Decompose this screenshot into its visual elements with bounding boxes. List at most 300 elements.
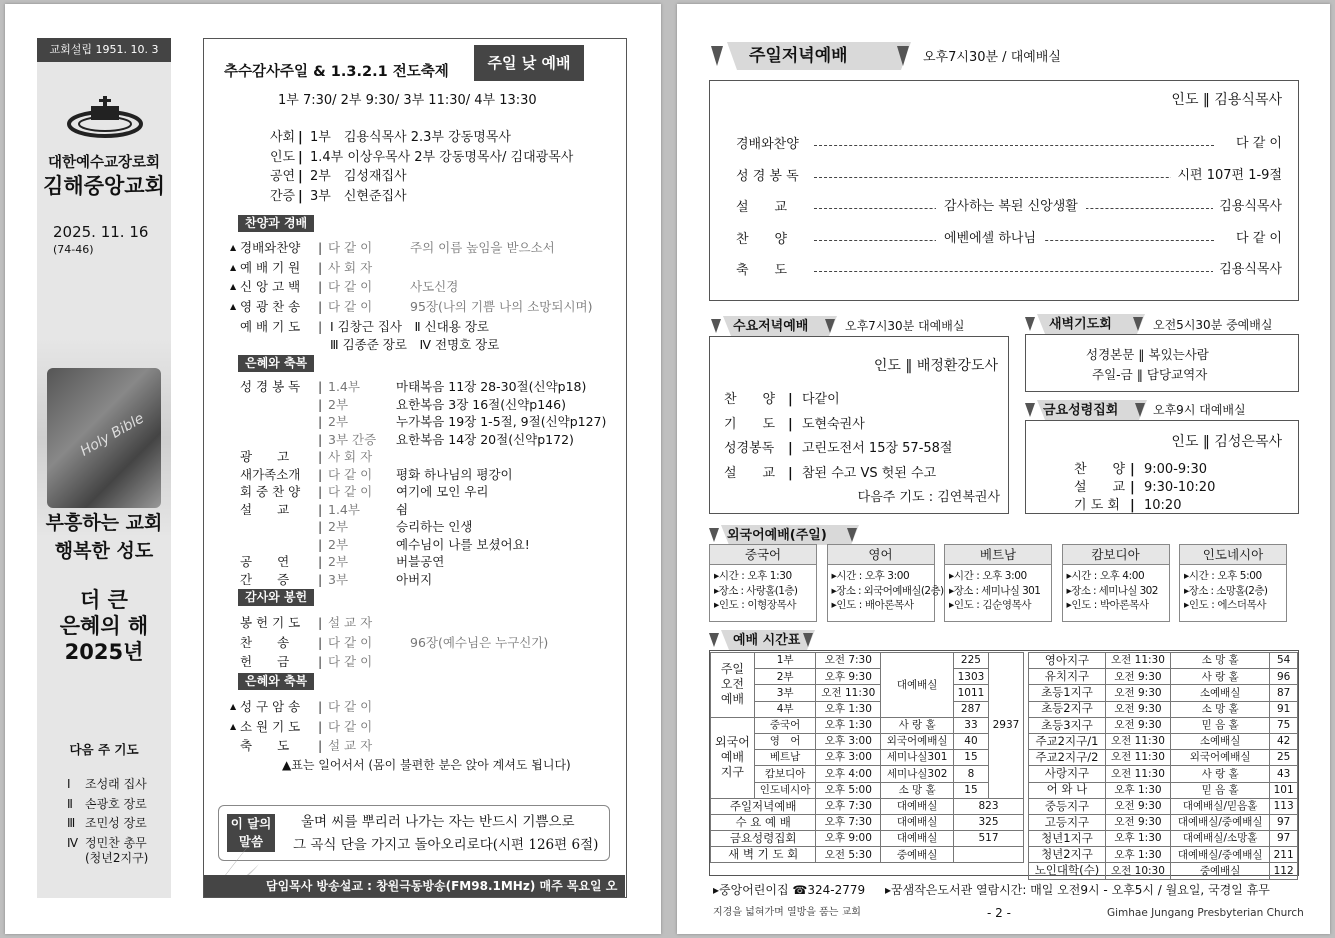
schedule-cell: 2부 <box>754 669 815 685</box>
schedule-row <box>711 685 1024 701</box>
item-label: 광 고 <box>240 449 290 464</box>
item-who: 다 같 이 <box>328 718 373 734</box>
schedule-cell: 오후 1:30 <box>1105 831 1170 847</box>
item-content: 예수님이 나를 보셨어요! <box>396 536 530 552</box>
foreign-lead: ▸인도 : 이형장목사 <box>714 599 797 611</box>
section-grace: 은혜와 축복 <box>238 355 314 372</box>
item-who: 2부 <box>328 396 349 412</box>
schedule-cell: 오전 7:30 <box>816 653 881 669</box>
foreign-time: ▸시간 : 오후 4:00 <box>1066 570 1145 582</box>
wednesday-row-label: 기 도 <box>724 416 776 432</box>
schedule-table-right <box>1028 652 1298 880</box>
schedule-cell: 42 <box>1270 733 1298 749</box>
schedule-cell: 54 <box>1270 653 1298 669</box>
friday-row-label: 설 교 <box>1074 480 1126 495</box>
item-content: 요한복음 14장 20절(신약p172) <box>396 431 574 447</box>
wednesday-row-sep: | <box>788 441 793 456</box>
schedule-cell: 112 <box>1270 863 1298 879</box>
schedule-cell: 청년1지구 <box>1029 831 1106 847</box>
evening-order-box <box>709 80 1299 301</box>
evening-row-label: 성 경 봉 독 <box>736 168 799 184</box>
schedule-row <box>1029 847 1298 863</box>
wednesday-row-value: 참된 수고 VS 헛된 수고 <box>802 465 937 481</box>
schedule-hall: 대예배실 <box>881 653 954 718</box>
schedule-cell: 오전 11:30 <box>816 685 881 701</box>
schedule-cell: 오전 9:30 <box>1105 701 1170 717</box>
wednesday-next: 다음주 기도 : 김연복권사 <box>857 490 1000 505</box>
item-who: 2부 <box>328 414 349 429</box>
item-label: 회 중 찬 양 <box>240 484 301 499</box>
item-label: 간 증 <box>240 571 290 587</box>
friday-row-sep: | <box>1130 462 1135 477</box>
friday-leader: 인도 ‖ 김성은목사 <box>1171 434 1282 450</box>
schedule-cell: 87 <box>1270 685 1298 701</box>
bulletin-page-right <box>677 4 1330 934</box>
foreign-details <box>828 565 944 617</box>
schedule-row <box>1029 733 1298 749</box>
schedule-cell: 211 <box>1270 847 1298 863</box>
foreign-lang: 인도네시아 <box>1180 545 1286 565</box>
schedule-cell: 오전 9:30 <box>1105 717 1170 733</box>
page-number: - 2 - <box>987 906 1011 920</box>
evening-row-value: 다 같 이 <box>1230 232 1282 245</box>
item-sep: | <box>318 466 323 482</box>
schedule-cell: 91 <box>1270 701 1298 717</box>
schedule-cell: 믿 음 홀 <box>1171 782 1270 798</box>
schedule-cell: 사 랑 홀 <box>1171 669 1270 685</box>
foreign-place: ▸장소 : 세미나실 301 <box>949 584 1041 597</box>
item-content: 아버지 <box>396 571 433 587</box>
schedule-group: 외국어 예배 지구 <box>711 717 755 798</box>
item-sep: | <box>318 484 323 499</box>
verse-line-1: 울며 씨를 뿌리러 나가는 자는 반드시 기쁨으로 <box>301 814 575 830</box>
evening-header <box>711 42 911 70</box>
morning-service-order: 추수감사주일 & 1.3.2.1 전도축제 주일 낮 예배 1부 7:30/ 2부 9:30/ 3부 11:30/ 4부 13:30 사회 | 1부 김용식목사 2.3부 강동명목사 인도 | 1.4부 이상우목사 2부 강동명목사/ 김대광목사 공연 | 2부 김성재집사 간증 | 3부 신현준집사 찬양과 경배 ▲ 경배와찬양 | 다 같 이 주의 이름 높임을 받으소서 ▲ 예 배 기 원 | 사 회 자 ▲ 신 앙 고 백 | 다 같 이 사도신경 ▲ 영 광 찬 송 | 다 같 이 95장(나의 기쁨 나의 소망되시며) 예 배 기 도 | Ⅰ 김창근 집사 Ⅱ 신대용 장로 Ⅲ 김종준 장로 Ⅳ 전명호 장로 은혜와 축복 성 경 봉 독 | 1.4부 마태복음 11장 28-30절(신약p18) | 2부 요한복음 3장 16절(신약p146) | 2부 누가복음 19장 1-5절, 9절(신약p127) | 3부 간증 요한복음 14장 20절(신약p172) 광 고 | 사 회 자 새가족소개 | 다 같 이 평화 하나님의 평강이 회 중 찬 양 | 다 같 이 여기에 모인 우리 설 교 | 1.4부 쉼 | 2부 승리하는 인생 | 2부 예수님이 나를 보셨어요! 공 연 | 2부 버블공연 간 증 | 3부 아버지 감사와 봉헌 봉 헌 기 도 | 설 교 자 찬 송 | 다 같 이 96장(예수님은 누구신가) 헌 금 | 다 같 이 은혜와 축복 ▲ 성 구 암 송 | 다 같 이 ▲ 소 원 기 도 | 다 같 이 축 도 | 설 교 자 ▲표는 일어서서 (몸이 불편한 분은 앉아 계셔도 됩니다) 이 달의 말씀 울며 씨를 뿌리러 나가는 자는 반드시 기쁨으로 그 곡식 단을 가지고 돌아오리로다(시편 126편 6절) 담임목사 방송설교 : 창원극동방송(FM98.1MHz) 매주 목요일 오후 7:00 <box>203 38 627 898</box>
next-prayer-name: 조민성 장로 <box>85 816 147 830</box>
item-label: 새가족소개 <box>240 466 301 482</box>
item-label: 설 교 <box>240 501 290 517</box>
schedule-total: 2937 <box>988 653 1023 799</box>
schedule-cell: 15 <box>953 750 988 766</box>
foreign-place: ▸장소 : 세미나실 302 <box>1066 584 1158 597</box>
worship-prayer-2: Ⅲ 김종준 장로 Ⅳ 전명호 장로 <box>330 337 500 352</box>
schedule-group: 주일 오전 예배 <box>711 653 755 718</box>
item-label: 소 원 기 도 <box>240 718 301 734</box>
item-content: 누가복음 19장 1-5절, 9절(신약p127) <box>396 414 607 429</box>
foreign-lang: 영어 <box>828 545 934 565</box>
slogan-line1: 부흥하는 교회 <box>45 512 163 534</box>
item-who: 3부 간증 <box>328 431 377 447</box>
evening-row-content: 감사하는 복된 신앙생활 <box>936 200 1086 213</box>
dawn-text: 성경본문 ‖ 복있는사람 <box>1086 347 1209 362</box>
item-content: 버블공연 <box>396 554 445 569</box>
schedule-cell: 영아지구 <box>1029 653 1106 669</box>
service-tag: 주일 낮 예배 <box>474 45 584 81</box>
schedule-cell: 오전 9:30 <box>1105 798 1170 814</box>
schedule-cell: 대예배실/소망홀 <box>1171 831 1270 847</box>
church-logo-icon <box>65 92 145 142</box>
item-sep: | <box>318 396 323 412</box>
item-sep: | <box>318 414 323 429</box>
year-theme-1: 더 큰 <box>80 588 128 612</box>
schedule-row <box>1029 798 1298 814</box>
foreign-place: ▸장소 : 외국어예배실(2층) <box>831 584 944 597</box>
foreign-lang: 중국어 <box>710 545 816 565</box>
friday-title: 금요성령집회 <box>1043 403 1119 418</box>
section-praise: 찬양과 경배 <box>238 215 314 232</box>
schedule-cell: 대예배실/믿음홀 <box>1171 798 1270 814</box>
evening-row-content: 에벤에셀 하나님 <box>936 232 1044 245</box>
foreign-place: ▸장소 : 사랑홀(1층) <box>714 584 798 597</box>
verse-label-2: 말씀 <box>238 834 264 849</box>
schedule-cell: 유치지구 <box>1029 669 1106 685</box>
next-prayer-title: 다음 주 기도 <box>69 742 139 757</box>
schedule-cell: 소 망 홀 <box>1171 653 1270 669</box>
schedule-cell: 1011 <box>953 685 988 701</box>
item-sep: | <box>318 699 323 714</box>
schedule-cell: 주교2지구/1 <box>1029 733 1106 749</box>
stand-mark-icon: ▲ <box>230 301 237 311</box>
section-thanks: 감사와 봉헌 <box>238 589 314 606</box>
schedule-cell: 오후 4:00 <box>816 766 881 782</box>
schedule-row <box>1029 669 1298 685</box>
wednesday-box <box>709 336 1009 514</box>
monthly-verse-box <box>218 805 610 861</box>
broadcast-footer: 담임목사 방송설교 : 창원극동방송(FM98.1MHz) 매주 목요일 오후 7:00 <box>204 875 625 897</box>
friday-row-value: 9:30-10:20 <box>1144 480 1216 495</box>
schedule-cell: 97 <box>1270 814 1298 830</box>
church-name: 김해중앙교회 <box>43 174 165 198</box>
item-sep: | <box>318 634 323 650</box>
schedule-row <box>1029 653 1298 669</box>
stand-mark-icon: ▲ <box>230 262 237 272</box>
item-sep: | <box>318 536 323 552</box>
schedule-cell: 소예배실 <box>1171 685 1270 701</box>
item-who: 다 같 이 <box>328 279 373 294</box>
schedule-cell: 823 <box>953 798 1023 814</box>
friday-row-value: 10:20 <box>1144 498 1182 513</box>
schedule-row <box>1029 766 1298 782</box>
foreign-details <box>945 565 1051 617</box>
schedule-cell: 캄보디아 <box>754 766 815 782</box>
schedule-row <box>711 766 1024 782</box>
role-label: 공연 <box>270 169 296 184</box>
foreign-lead: ▸인도 : 배아론목사 <box>831 599 914 611</box>
year-theme-3: 2025년 <box>64 640 144 664</box>
next-prayer-num: Ⅳ <box>67 835 79 850</box>
schedule-cell: 225 <box>953 653 988 669</box>
schedule-cell: 인도네시아 <box>754 782 815 798</box>
schedule-row <box>711 750 1024 766</box>
schedule-cell: 대예배실 <box>881 814 954 830</box>
item-label: 신 앙 고 백 <box>240 279 301 294</box>
foreign-time: ▸시간 : 오후 3:00 <box>831 570 910 582</box>
item-content: 승리하는 인생 <box>396 519 473 534</box>
role-sep: | <box>298 130 303 145</box>
denomination: 대한예수교장로회 <box>47 155 161 171</box>
item-sep: | <box>318 554 323 569</box>
next-prayer-num: Ⅲ <box>67 816 76 830</box>
item-content: 여기에 모인 우리 <box>396 484 489 499</box>
schedule-row <box>711 782 1024 798</box>
schedule-cell: 노인대학(수) <box>1029 863 1106 879</box>
item-sep: | <box>318 279 323 294</box>
next-prayer-extra: (청년2지구) <box>85 851 149 865</box>
schedule-row <box>711 847 1024 863</box>
schedule-row <box>711 814 1024 830</box>
schedule-row <box>1029 831 1298 847</box>
schedule-cell: 주일저녁예배 <box>711 798 816 814</box>
stand-mark-icon: ▲ <box>230 702 237 711</box>
evening-row-label: 설 교 <box>736 200 788 215</box>
next-prayer-num: Ⅰ <box>67 777 71 791</box>
dawn-leader: 주일-금 ‖ 담당교역자 <box>1092 367 1208 382</box>
role-value: 1부 김용식목사 2.3부 강동명목사 <box>310 130 511 145</box>
next-prayer-name: 정민찬 총무 <box>85 835 147 850</box>
schedule-cell: 소 망 홀 <box>881 782 954 798</box>
role-value: 1.4부 이상우목사 2부 강동명목사/ 김대광목사 <box>310 149 574 165</box>
schedule-cell: 세미나실302 <box>881 766 954 782</box>
item-sep: | <box>318 718 323 734</box>
evening-row-label: 찬 양 <box>736 231 788 247</box>
item-who: 설 교 자 <box>328 615 373 630</box>
item-who: 다 같 이 <box>328 466 373 482</box>
schedule-cell: 소예배실 <box>1171 733 1270 749</box>
schedule-cell: 중등지구 <box>1029 798 1106 814</box>
item-who: 다 같 이 <box>328 654 373 669</box>
schedule-cell: 초등2지구 <box>1029 701 1106 717</box>
foreign-time: ▸시간 : 오후 5:00 <box>1184 570 1262 582</box>
role-value: 3부 신현준집사 <box>310 188 407 204</box>
schedule-cell: 믿 음 홀 <box>1171 717 1270 733</box>
schedule-cell: 33 <box>953 717 988 733</box>
item-content: 주의 이름 높임을 받으소서 <box>410 240 555 255</box>
schedule-cell: 오후 5:00 <box>816 782 881 798</box>
schedule-cell: 수 요 예 배 <box>711 814 816 830</box>
wednesday-row-label: 설 교 <box>724 465 776 481</box>
dawn-title: 새벽기도회 <box>1049 317 1112 332</box>
item-label: 성 경 봉 독 <box>240 379 301 394</box>
foreign-service-card <box>827 544 944 622</box>
wednesday-header <box>711 316 837 336</box>
bible-image: Holy Bible <box>47 368 161 508</box>
schedule-cell: 외국어예배실 <box>1171 750 1270 766</box>
foreign-details <box>1180 565 1286 617</box>
item-content: 평화 하나님의 평강이 <box>396 466 513 482</box>
worship-prayer-1: Ⅰ 김창근 집사 Ⅱ 신대용 장로 <box>330 319 489 334</box>
role-sep: | <box>298 188 303 204</box>
schedule-cell: 오후 1:30 <box>1105 847 1170 863</box>
schedule-cell: 오후 1:30 <box>816 717 881 733</box>
friday-time: 오후9시 대예배실 <box>1153 403 1246 417</box>
role-label: 간증 <box>270 188 296 204</box>
wednesday-row-label: 성경봉독 <box>724 441 775 456</box>
friday-box <box>1025 420 1299 514</box>
item-who: 다 같 이 <box>328 484 373 499</box>
schedule-cell: 중예배실 <box>881 847 954 863</box>
foreign-title: 외국어예배(주일) <box>727 528 827 543</box>
schedule-row <box>711 653 1024 669</box>
item-sep: | <box>318 519 323 534</box>
wednesday-row-value: 고린도전서 15장 57-58절 <box>802 441 953 456</box>
schedule-cell: 초등3지구 <box>1029 717 1106 733</box>
schedule-row <box>1029 814 1298 830</box>
schedule-cell: 오전 11:30 <box>1105 653 1170 669</box>
wednesday-row-label: 찬 양 <box>724 392 776 407</box>
wednesday-row-sep: | <box>788 416 793 432</box>
evening-row-value: 김용식목사 <box>1213 263 1282 276</box>
section-blessing: 은혜와 축복 <box>238 673 314 690</box>
evening-title: 주일저녁예배 <box>749 46 848 66</box>
item-label: 공 연 <box>240 554 290 569</box>
schedule-table-left <box>710 652 1024 863</box>
schedule-cell: 오후 7:30 <box>816 814 881 830</box>
schedule-cell: 40 <box>953 733 988 749</box>
schedule-cell: 세미나실301 <box>881 750 954 766</box>
item-label: 경배와찬양 <box>240 240 301 255</box>
schedule-row <box>1029 701 1298 717</box>
item-content: 95장(나의 기쁨 나의 소망되시며) <box>410 298 593 314</box>
item-label: 축 도 <box>240 738 290 753</box>
schedule-cell: 오전 11:30 <box>1105 733 1170 749</box>
service-title: 추수감사주일 & 1.3.2.1 전도축제 <box>224 64 449 80</box>
schedule-cell: 25 <box>1270 750 1298 766</box>
stand-mark-icon: ▲ <box>230 721 237 731</box>
foreign-lang: 베트남 <box>945 545 1051 565</box>
item-label: 찬 송 <box>240 634 290 650</box>
foreign-details <box>710 565 816 617</box>
role-sep: | <box>298 149 303 165</box>
wednesday-time: 오후7시30분 대예배실 <box>845 319 965 333</box>
evening-time: 오후7시30분 / 대예배실 <box>923 50 1061 65</box>
schedule-cell: 대예배실/중예배실 <box>1171 814 1270 830</box>
schedule-cell: 오후 9:00 <box>816 831 881 847</box>
schedule-cell: 베트남 <box>754 750 815 766</box>
schedule-cell: 43 <box>1270 766 1298 782</box>
schedule-cell: 새 벽 기 도 회 <box>711 847 816 863</box>
schedule-cell: 오전 11:30 <box>1105 766 1170 782</box>
friday-row-label: 찬 양 <box>1074 462 1126 477</box>
item-content: 쉼 <box>396 501 409 517</box>
schedule-cell: 대예배실 <box>881 831 954 847</box>
dotted-leader <box>814 271 1214 272</box>
schedule-cell: 청년2지구 <box>1029 847 1106 863</box>
schedule-row <box>711 831 1024 847</box>
item-who: 1.4부 <box>328 379 360 394</box>
schedule-cell: 오후 7:30 <box>816 798 881 814</box>
evening-row-label: 경배와찬양 <box>736 137 799 152</box>
friday-row-sep: | <box>1130 480 1135 495</box>
schedule-cell: 101 <box>1270 782 1298 798</box>
schedule-cell: 96 <box>1270 669 1298 685</box>
schedule-row <box>1029 782 1298 798</box>
next-prayer-num: Ⅱ <box>67 796 73 811</box>
role-value: 2부 김성재집사 <box>310 169 407 184</box>
schedule-cell: 75 <box>1270 717 1298 733</box>
stand-mark-icon: ▲ <box>230 243 237 252</box>
item-who: 다 같 이 <box>328 699 373 714</box>
item-sep: | <box>318 615 323 630</box>
item-sep: | <box>318 738 323 753</box>
evening-row-value: 김용식목사 <box>1213 200 1282 213</box>
item-label: 예 배 기 원 <box>240 259 301 275</box>
schedule-cell: 초등1지구 <box>1029 685 1106 701</box>
item-who: 2부 <box>328 519 349 534</box>
footer-motto: 지경을 넓혀가며 열방을 품는 교회 <box>713 907 861 918</box>
item-sep: | <box>318 571 323 587</box>
schedule-cell: 113 <box>1270 798 1298 814</box>
schedule-cell: 사 랑 홀 <box>1171 766 1270 782</box>
established-date: 교회설립 1951. 10. 3 <box>37 38 171 62</box>
item-who: 2부 <box>328 536 349 552</box>
dotted-leader <box>814 145 1214 146</box>
bulletin-volume: (74-46) <box>53 243 94 256</box>
item-sep: | <box>318 298 323 314</box>
item-who: 3부 <box>328 571 349 587</box>
schedule-cell: 외국어예배실 <box>881 733 954 749</box>
schedule-header <box>709 630 815 650</box>
item-who: 2부 <box>328 554 349 569</box>
stand-note: ▲표는 일어서서 (몸이 불편한 분은 앉아 계셔도 됩니다) <box>282 758 571 772</box>
schedule-cell: 오후 1:30 <box>1105 782 1170 798</box>
service-times: 1부 7:30/ 2부 9:30/ 3부 11:30/ 4부 13:30 <box>278 93 537 108</box>
wednesday-row-sep: | <box>788 465 793 481</box>
dawn-box <box>1025 334 1299 392</box>
item-sep: | <box>318 449 323 464</box>
foreign-lead: ▸인도 : 에스더목사 <box>1184 599 1267 611</box>
schedule-cell: 고등지구 <box>1029 814 1106 830</box>
foreign-lead: ▸인도 : 박아론목사 <box>1066 599 1149 611</box>
schedule-cell: 4부 <box>754 701 815 717</box>
item-sep: | <box>318 654 323 669</box>
foreign-details <box>1063 565 1169 617</box>
wednesday-row-sep: | <box>788 392 793 407</box>
schedule-row <box>1029 717 1298 733</box>
schedule-cell: 금요성령집회 <box>711 831 816 847</box>
schedule-row <box>711 798 1024 814</box>
stand-mark-icon: ▲ <box>230 282 237 291</box>
item-label: 영 광 찬 송 <box>240 298 301 314</box>
schedule-cell: 1303 <box>953 669 988 685</box>
next-prayer-name: 손광호 장로 <box>85 796 147 811</box>
schedule-cell: 325 <box>953 814 1023 830</box>
bulletin-page-left <box>5 4 661 934</box>
evening-row-value: 시편 107편 1-9절 <box>1171 169 1282 182</box>
dotted-leader <box>814 177 1214 178</box>
foreign-service-card <box>1179 544 1287 622</box>
schedule-cell: 오후 3:00 <box>816 733 881 749</box>
schedule-row <box>1029 863 1298 879</box>
dawn-header <box>1025 314 1145 334</box>
wednesday-row-value: 도현숙권사 <box>802 416 865 432</box>
item-content: 마태복음 11장 28-30절(신약p18) <box>396 379 587 394</box>
item-content: 요한복음 3장 16절(신약p146) <box>396 396 566 412</box>
schedule-cell: 3부 <box>754 685 815 701</box>
item-who: 설 교 자 <box>328 738 373 753</box>
item-sep: | <box>318 501 323 517</box>
schedule-cell: 대예배실 <box>881 798 954 814</box>
schedule-cell: 사랑지구 <box>1029 766 1106 782</box>
next-prayer-name: 조성래 집사 <box>85 777 147 791</box>
schedule-cell: 어 와 나 <box>1029 782 1106 798</box>
friday-row-sep: | <box>1130 498 1135 513</box>
wednesday-title: 수요저녁예배 <box>733 319 809 334</box>
friday-header <box>1025 400 1147 420</box>
schedule-cell: 오전 9:30 <box>1105 685 1170 701</box>
schedule-cell: 오전 10:30 <box>1105 863 1170 879</box>
item-who: 다 같 이 <box>328 298 373 314</box>
foreign-time: ▸시간 : 오후 1:30 <box>714 570 792 582</box>
